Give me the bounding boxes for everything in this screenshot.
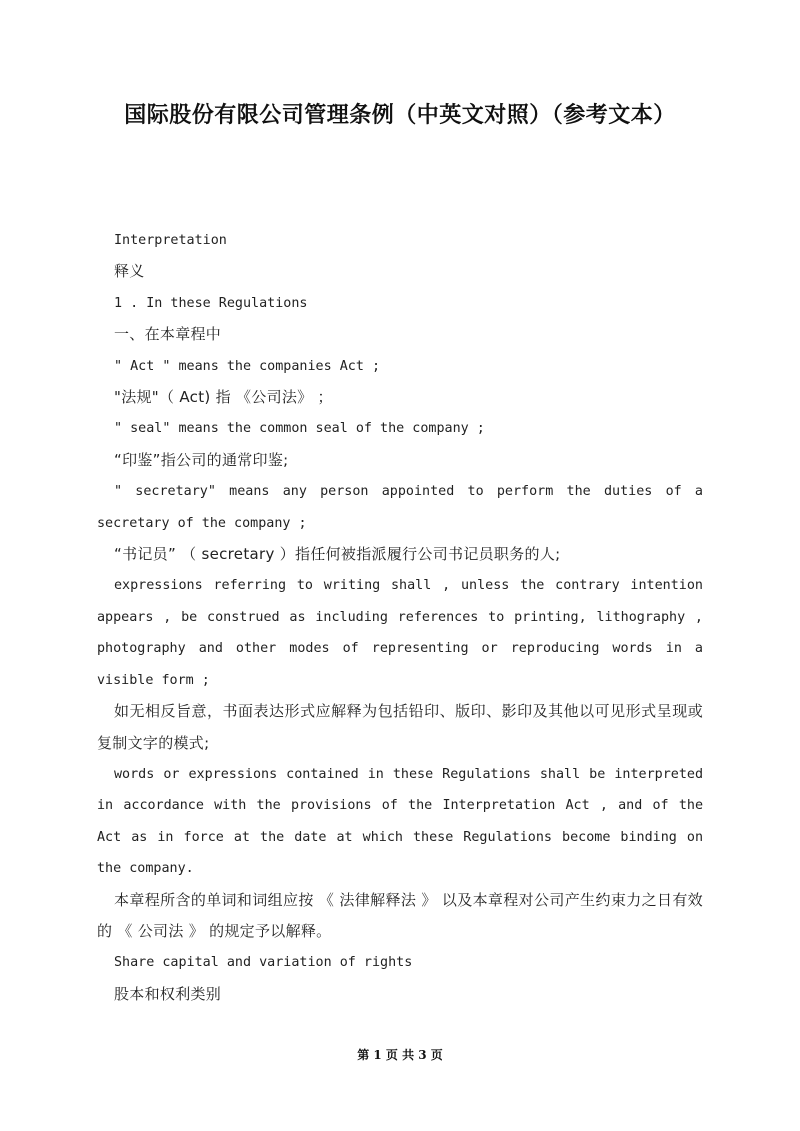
paragraph-secretary-definition-zh: “书记员” （ secretary ）指任何被指派履行公司书记员职务的人; bbox=[114, 545, 561, 564]
document-body bbox=[97, 225, 703, 1010]
paragraph-interpretation-heading-zh: 释义 bbox=[114, 262, 145, 281]
paragraph-interpretation-act: words or expressions contained in these Regulations shall be interpreted in accordance with the provisions of the Interpretation Act , and of the Act as in force at the date at which these Regulations become binding on the company. bbox=[97, 766, 703, 877]
paragraph-clause-1-zh: 一、在本章程中 bbox=[114, 325, 222, 344]
paragraph-interpretation-act-zh: 本章程所含的单词和词组应按 《 法律解释法 》 以及本章程对公司产生约束力之日有效的 《 公司法 》 的规定予以解释。 bbox=[97, 890, 703, 940]
document-title: 国际股份有限公司管理条例（中英文对照）（参考文本） bbox=[124, 103, 676, 128]
paragraph-act-definition-zh: "法规"（ Act) 指 《公司法》 ； bbox=[114, 388, 333, 407]
paragraph-interpretation-heading: Interpretation bbox=[114, 233, 227, 248]
paragraph-secretary-definition: " secretary" means any person appointed to perform the duties of a secretary of the company ; bbox=[97, 484, 703, 531]
paragraph-clause-1: 1 . In these Regulations bbox=[114, 295, 308, 311]
paragraph-share-capital-heading: Share capital and variation of rights bbox=[114, 955, 413, 971]
paragraph-seal-definition-zh: “印鉴”指公司的通常印鉴; bbox=[114, 450, 289, 469]
paragraph-act-definition: " Act " means the companies Act ; bbox=[114, 358, 381, 374]
paragraph-share-capital-heading-zh: 股本和权利类别 bbox=[114, 984, 222, 1003]
paragraph-writing-expressions: expressions referring to writing shall , unless the contrary intention appears , be construed as including references to printing, lithography , photography and other modes of representing or reproducing words in a visible form ; bbox=[97, 578, 703, 688]
paragraph-writing-expressions-zh: 如无相反旨意，书面表达形式应解释为包括铅印、版印、影印及其他以可见形式呈现或复制文字的模式; bbox=[97, 702, 703, 752]
page-number-footer: 第 1 页 共 3 页 bbox=[357, 1048, 443, 1062]
paragraph-seal-definition: " seal" means the common seal of the company ; bbox=[114, 421, 485, 437]
